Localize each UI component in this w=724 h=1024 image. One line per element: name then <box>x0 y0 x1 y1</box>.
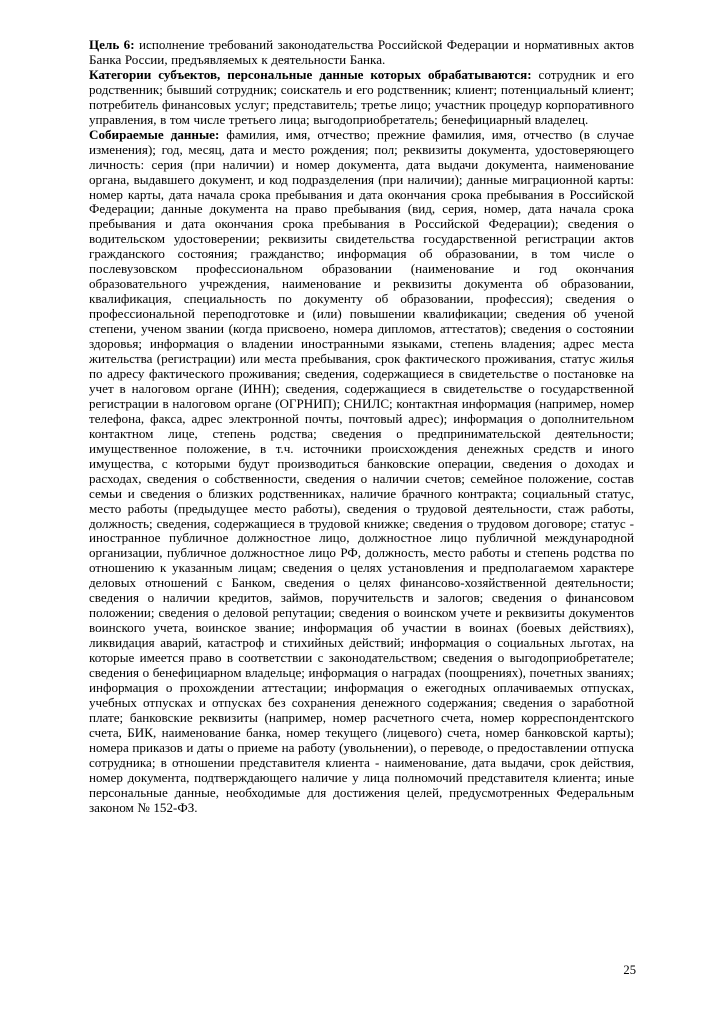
paragraph-subject-categories <box>89 68 634 128</box>
paragraph-collected-data <box>89 128 634 816</box>
paragraph-text-subject-categories: сотрудник и его родственник; бывший сотрудник; соискатель и его родственник; клиент; потенциальный клиент; потребитель финансовых услуг; представитель; третье лицо; участник процедур корпоративного управления, в том числе третьего лица; выгодоприобретатель; бенефициарный владелец. <box>89 66 634 127</box>
paragraph-purpose-6 <box>89 38 634 68</box>
paragraph-lead-label-subject-categories: Категории субъектов, персональные данные которых обрабатываются: <box>89 66 532 82</box>
paragraph-text-collected-data: фамилия, имя, отчество; прежние фамилия, имя, отчество (в случае изменения); год, месяц, дата и место рождения; пол; реквизиты документа, удостоверяющего личность: серия (при наличии) и номер документа, дата выдачи документа, наименование органа, выдавшего документ, и код подразделения (при наличии); данные миграционной карты: номер карты, дата начала срока пребывания и дата окончания срока пребывания в Российской Федерации; данные документа на право пребывания (вид, серия, номер, дата начала срока пребывания и дата окончания срока пребывания в Российской Федерации); сведения о водительском удостоверении; реквизиты свидетельства государственной регистрации актов гражданского состояния; гражданство; информация об образовании, в том числе о послевузовском профессиональном образовании (наименование и год окончания образовательного учреждения, наименование и реквизиты документа об образовании, квалификация, специальность по документу об образовании, профессия); сведения о профессиональной переподготовке и (или) повышении квалификации; сведения об ученой степени, ученом звании (когда присвоено, номера дипломов, аттестатов); сведения о состоянии здоровья; информация о владении иностранными языками, степень владения; адрес места жительства (регистрации) или места пребывания, срок фактического проживания, статус жилья по адресу фактического проживания; сведения, содержащиеся в свидетельстве о постановке на учет в налоговом органе (ИНН); сведения, содержащиеся в свидетельстве о государственной регистрации в налоговом органе (ОГРНИП); СНИЛС; контактная информация (например, номер телефона, факса, адрес электронной почты, почтовый адрес); информация о дополнительном контактном лице, степень родства; сведения о предпринимательской деятельности; имущественное положение, в т.ч. источники происхождения денежных средств и иного имущества, с которыми будут производиться банковские операции, сведения о доходах и расходах, сведения о собственности, сведения о наличии счетов; семейное положение, состав семьи и сведения о близких родственниках, наличие брачного контракта; социальный статус, место работы (предыдущее место работы), сведения о трудовой деятельности, стаж работы, должность; сведения, содержащиеся в трудовой книжке; сведения о трудовом договоре; статус - иностранное публичное должностное лицо, должностное лицо публичной международной организации, публичное должностное лицо РФ, должность, место работы и степень родства по отношению к указанным лицам; сведения о целях установления и предполагаемом характере деловых отношений с Банком, сведения о целях финансово-хозяйственной деятельности; сведения о наличии кредитов, займов, поручительств и залогов; сведения о финансовом положении; сведения о деловой репутации; сведения о воинском учете и реквизиты документов воинского учета, воинское звание; информация об участии в воинах (боевых действиях), ликвидация аварий, катастроф и стихийных действий; информация о социальных льготах, на которые имеется право в соответствии с законодательством; сведения о выгодоприобретателе; сведения о бенефициарном владельце; информация о наградах (поощрениях), почетных званиях; информация о прохождении аттестации; информация о ежегодных оплачиваемых отпусках, учебных отпусках и отпусках без сохранения денежного содержания; сведения о заработной плате; банковские реквизиты (например, номер расчетного счета, номер корреспондентского счета, БИК, наименование банка, номер текущего (лицевого) счета, номер банковской карты); номера приказов и даты о приеме на работу (увольнении), о переводе, о предоставлении отпуска сотрудника; в отношении представителя клиента - наименование, дата выдачи, срок действия, номер документа, подтверждающего наличие у лица полномочий представителя клиента; иные персональные данные, необходимые для достижения целей, предусмотренных Федеральным законом № 152-ФЗ. <box>89 126 634 815</box>
paragraph-lead-label-purpose-6: Цель 6: <box>89 37 135 52</box>
paragraph-text-purpose-6: исполнение требований законодательства Российской Федерации и нормативных актов Банка России, предъявляемых к деятельности Банка. <box>89 37 634 67</box>
page-number: 25 <box>623 963 636 977</box>
page-body <box>89 38 634 816</box>
paragraph-lead-label-collected-data: Собираемые данные: <box>89 126 220 142</box>
